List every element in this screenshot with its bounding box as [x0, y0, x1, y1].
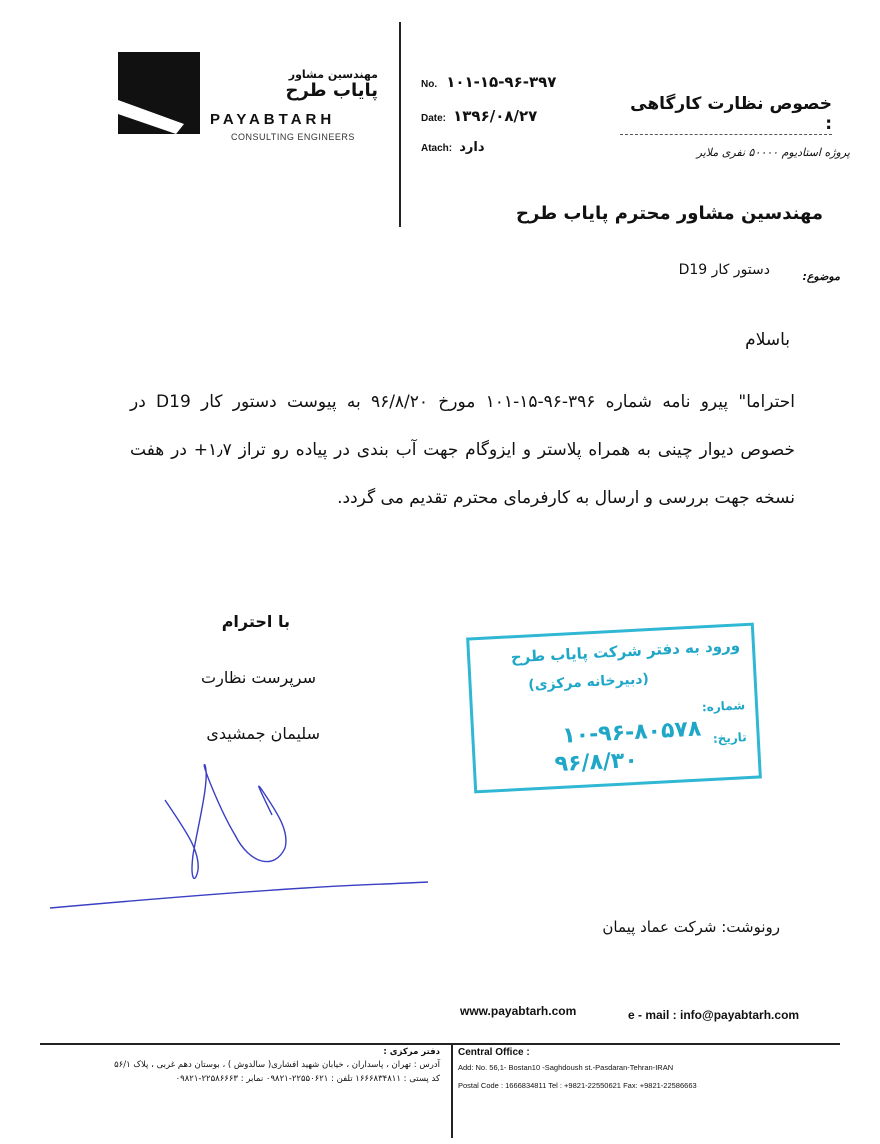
stamp-date-label: تاریخ:: [712, 730, 748, 746]
closing-phrase: با احترام: [221, 612, 290, 631]
email-link[interactable]: e - mail : info@payabtarh.com: [628, 1008, 800, 1022]
fa-address: آدرس : تهران ، پاسداران ، خیابان شهید افشاری( سالدوش ) ، بوستان دهم غربی ، پلاک ۵۶/۱: [114, 1060, 440, 1070]
logo-persian-name: پایاب طرح: [285, 80, 378, 101]
website-link[interactable]: www.payabtarh.com: [460, 1004, 577, 1018]
logo-persian-subtitle: مهندسین مشاور: [288, 68, 378, 81]
company-logo-mark: [118, 52, 200, 134]
handwritten-signature: [50, 760, 430, 920]
footer-column-divider: [451, 1043, 453, 1138]
signer-name: سلیمان جمشیدی: [206, 724, 320, 743]
logo-english-subtitle: CONSULTING ENGINEERS: [231, 132, 355, 142]
attachment-label: Atach:: [421, 143, 453, 154]
stamp-title: ورود به دفتر شرکت پایاب طرح: [510, 636, 741, 667]
letter-number-value: ۱۰۱-۱۵-۹۶-۳۹۷: [446, 73, 557, 91]
signer-title: سرپرست نظارت: [201, 668, 316, 687]
fa-office-label: دفتر مرکزی :: [383, 1047, 440, 1057]
header-divider: [399, 22, 401, 227]
subject-label: موضوع:: [802, 270, 840, 283]
project-name: پروژه استادیوم ۵۰۰۰۰ نفری ملایر: [696, 146, 850, 159]
letter-attachment-row: [421, 136, 485, 155]
en-office-label: Central Office :: [458, 1047, 530, 1058]
en-address: Add: No. 56,1- Bostan10 -Saghdoush st.-Pasdaran-Tehran-IRAN: [458, 1063, 674, 1072]
letter-number-label: No.: [421, 79, 438, 90]
received-stamp: [466, 623, 762, 794]
letter-date-label: Date:: [421, 113, 447, 124]
stamp-date-value: ۹۶/۸/۳۰: [554, 747, 639, 778]
en-postal-phone: Postal Code : 1666834811 Tel : +9821-22550621 Fax: +9821-22586663: [458, 1081, 697, 1090]
logo-english-name: PAYABTARH: [210, 111, 336, 128]
carbon-copy: رونوشت: شرکت عماد پیمان: [602, 918, 780, 936]
letter-date-row: [421, 106, 537, 125]
stamp-number-value: ۱۰-۹۶-۸۰۵۷۸: [561, 716, 702, 749]
stamp-number-label: شماره:: [701, 698, 746, 715]
letter-date-value: ۱۳۹۶/۰۸/۲۷: [453, 107, 538, 125]
fa-postal-phone: کد پستی : ۱۶۶۶۸۳۴۸۱۱ تلفن : ۲۲۵۵۰۶۲۱-۰۹۸۲۱ نمابر : ۲۲۵۸۶۶۶۳-۰۹۸۲۱: [175, 1074, 440, 1084]
greeting: باسلام: [745, 330, 790, 350]
footer-divider: [40, 1043, 840, 1045]
letter-body: احتراما" پیرو نامه شماره ۳۹۶-۹۶-۱۵-۱۰۱ مورخ ۹۶/۸/۲۰ به پیوست دستور کار D19 در خصوص دیوار چینی به همراه پلاستر و ایزوگام جهت آب بندی در پیاده رو تراز ۱٫۷+ در هفت نسخه جهت بررسی و ارسال به کارفرمای محترم تقدیم می گردد.: [130, 392, 795, 508]
letter-number-row: [421, 72, 556, 91]
subject-value: دستور کار D19: [678, 262, 770, 278]
attachment-value: دارد: [459, 140, 485, 155]
letter-addressee: مهندسین مشاور محترم پایاب طرح: [516, 203, 823, 224]
subject-heading: خصوص نظارت کارگاهی :: [620, 94, 832, 135]
stamp-subtitle: (دبیرخانه مرکزی): [527, 671, 650, 694]
